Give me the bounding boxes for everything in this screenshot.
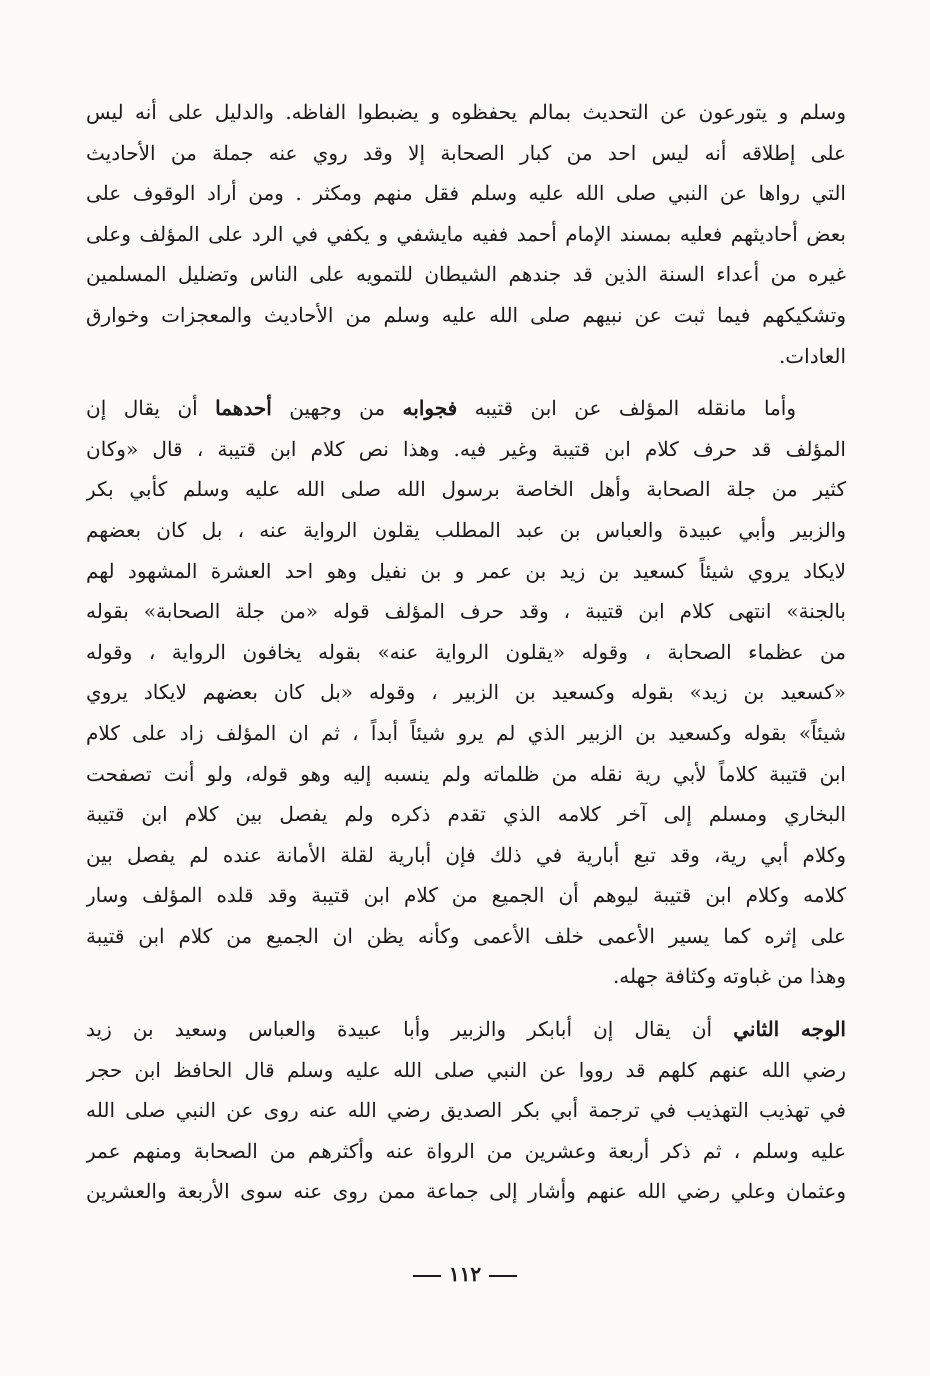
text-line: على إثره كما يسير الأعمى خلف الأعمى وكأنه يظن ان الجميع من كلام ابن قتيبة (86, 923, 846, 948)
page-body (86, 92, 846, 1212)
paragraph-gap (86, 376, 846, 388)
text-line: وتشكيكهم فيما ثبت عن نبيهم صلى الله عليه وسلم من الأحاديث والمعجزات وخوارق (86, 302, 846, 327)
dash-decoration (413, 1275, 441, 1277)
text-run: من وجهين (271, 396, 403, 421)
text-line-first (86, 1009, 846, 1050)
text-line: غيره من أعداء السنة الذين قد جندهم الشيطان للتمويه على الناس وتضليل المسلمين (86, 262, 846, 287)
text-line: وعثمان وعلي رضي الله عنهم وأشار إلى جماعة ممن روى عنه سوى الأربعة والعشرين (86, 1179, 846, 1204)
text-line: وكلام أبي رية، وقد تبع أبارية في ذلك فإن أبارية لقلة الأمانة عنده لم يفصل بين (86, 842, 846, 867)
text-line-first (86, 388, 846, 429)
text-line: البخاري ومسلم إلى آخر كلامه الذي تقدم ذكره ولم يفصل بين كلام ابن قتيبة (86, 802, 846, 827)
text-line: المؤلف قد حرف كلام ابن قتيبة وغير فيه. وهذا نص كلام ابن قتيبة ، قال «وكان (86, 436, 846, 461)
section-heading-inline: الوجه الثاني (733, 1017, 846, 1042)
text-line: من عظماء الصحابة ، وقوله «يقلون الرواية عنه» بقوله يخافون الرواية ، وقوله (86, 639, 846, 664)
text-line: ابن قتيبة كلاماً لأبي رية نقله من ظلماته ولم ينسبه إليه وهو قوله، ولو أنت تصفحت (86, 761, 846, 786)
text-line: لايكاد يروي شيئاً كسعيد بن زيد بن عمر و بن نفيل وهو احد العشرة المشهود لهم (86, 558, 846, 583)
text-line: كثير من جلة الصحابة وأهل الخاصة برسول الله صلى الله عليه وسلم كأبي بكر (86, 477, 846, 502)
dash-decoration (489, 1275, 517, 1277)
page-number: ١١٢ (448, 1262, 482, 1286)
paragraph-3 (86, 1009, 846, 1212)
paragraph-1 (86, 92, 846, 376)
text-run: أن يقال إن (86, 396, 216, 421)
paragraph-2 (86, 388, 846, 997)
text-line: وهذا من غباوته وكثافة جهله. (612, 964, 846, 989)
text-line: في تهذيب التهذيب في ترجمة أبي بكر الصديق رضي الله عنه روى عن النبي صلى الله (86, 1098, 846, 1123)
text-line: كلامه وكلام ابن قتيبة ليوهم أن الجميع من كلام ابن قتيبة وقد قلده المؤلف وسار (86, 883, 846, 908)
text-run: أن يقال إن أبابكر والزبير وأبا عبيدة والعباس وسعيد بن زيد (86, 1017, 734, 1042)
text-line: بعض أحاديثهم فعليه بمسند الإمام أحمد ففيه مايشفي و يكفي في الرد على المؤلف وعلى (86, 221, 846, 246)
text-line: والزبير وأبي عبيدة والعباس بن عبد المطلب يقلون الرواية عنه ، بل كان بعضهم (86, 517, 846, 542)
text-line: وسلم و يتورعون عن التحديث بمالم يحفظوه و يضبطوا الفاظه. والدليل على أنه ليس (86, 100, 846, 124)
text-run: وأما مانقله المؤلف عن ابن قتيبه (457, 396, 796, 421)
text-line: شيئاً» بقوله وكسعيد بن الزبير الذي لم يرو شيئاً أبداً ، ثم ان المؤلف زاد على كلام (86, 720, 846, 745)
paragraph-gap (86, 997, 846, 1009)
page-footer (0, 1262, 930, 1286)
text-line: عليه وسلم ، ثم ذكر أربعة وعشرين من الرواة عنه وأكثرهم من الصحابة ومنهم عمر (86, 1138, 846, 1163)
text-line: العادات. (778, 343, 846, 368)
text-line: «كسعيد بن زيد» بقوله وكسعيد بن الزبير ، وقوله «بل كان بعضهم لايكاد يروي (86, 680, 846, 705)
bold-keyword: فجوابه (402, 396, 458, 421)
text-line: التي رواها عن النبي صلى الله عليه وسلم فقل منهم ومكثر . ومن أراد الوقوف على (86, 181, 846, 206)
text-line: على إطلاقه أنه ليس احد من كبار الصحابة إلا وقد روي عنه جملة من الأحاديث (86, 140, 846, 165)
bold-keyword: أحدهما (215, 396, 272, 421)
text-line: بالجنة» انتهى كلام ابن قتيبة ، وقد حرف المؤلف قوله «من جلة الصحابة» بقوله (86, 599, 846, 624)
text-line: رضي الله عنهم كلهم قد رووا عن النبي صلى الله عليه وسلم قال الحافظ ابن حجر (86, 1057, 846, 1082)
